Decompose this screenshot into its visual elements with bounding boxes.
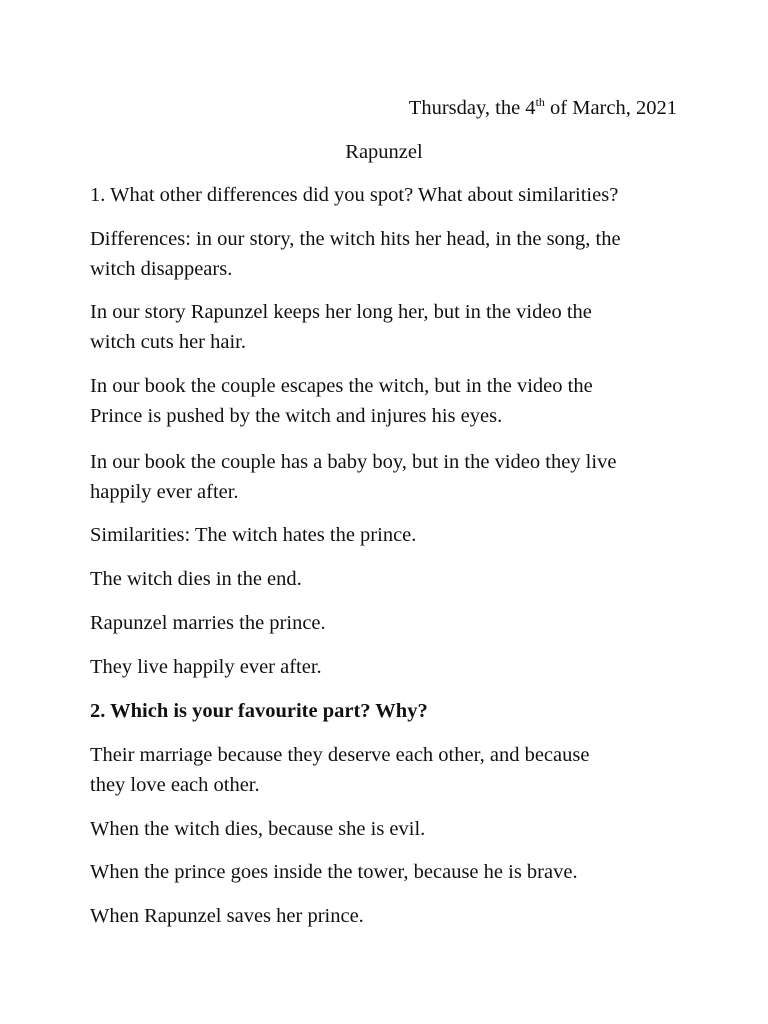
- question-1: 1. What other differences did you spot? What about similarities?: [90, 184, 619, 206]
- answer-2-2: When the witch dies, because she is evil.: [90, 818, 426, 840]
- date-ordinal-suffix: th: [535, 95, 545, 109]
- answer-1-7: Rapunzel marries the prince.: [90, 612, 326, 634]
- answer-2-4: When Rapunzel saves her prince.: [90, 905, 364, 927]
- document-title: Rapunzel: [345, 141, 423, 163]
- answer-1-2-line-1: In our story Rapunzel keeps her long her, but in the video the: [90, 301, 592, 323]
- answer-2-3: When the prince goes inside the tower, because he is brave.: [90, 861, 578, 883]
- answer-1-6: The witch dies in the end.: [90, 568, 302, 590]
- answer-2-1-line-1: Their marriage because they deserve each other, and because: [90, 744, 590, 766]
- answer-1-4-line-2: happily ever after.: [90, 481, 239, 503]
- question-2: 2. Which is your favourite part? Why?: [90, 700, 428, 722]
- answer-1-8: They live happily ever after.: [90, 656, 322, 678]
- answer-1-5: Similarities: The witch hates the prince.: [90, 524, 417, 546]
- answer-1-3-line-2: Prince is pushed by the witch and injures his eyes.: [90, 405, 503, 427]
- answer-1-4-line-1: In our book the couple has a baby boy, but in the video they live: [90, 451, 617, 473]
- date-suffix: of March, 2021: [544, 97, 677, 119]
- answer-1-3-line-1: In our book the couple escapes the witch, but in the video the: [90, 375, 593, 397]
- answer-1-2-line-2: witch cuts her hair.: [90, 331, 246, 353]
- answer-1-1-line-1: Differences: in our story, the witch hits her head, in the song, the: [90, 228, 621, 250]
- date-prefix: Thursday, the 4: [408, 97, 536, 119]
- answer-1-1-line-2: witch disappears.: [90, 258, 233, 280]
- answer-2-1-line-2: they love each other.: [90, 774, 260, 796]
- document-date: [409, 93, 677, 123]
